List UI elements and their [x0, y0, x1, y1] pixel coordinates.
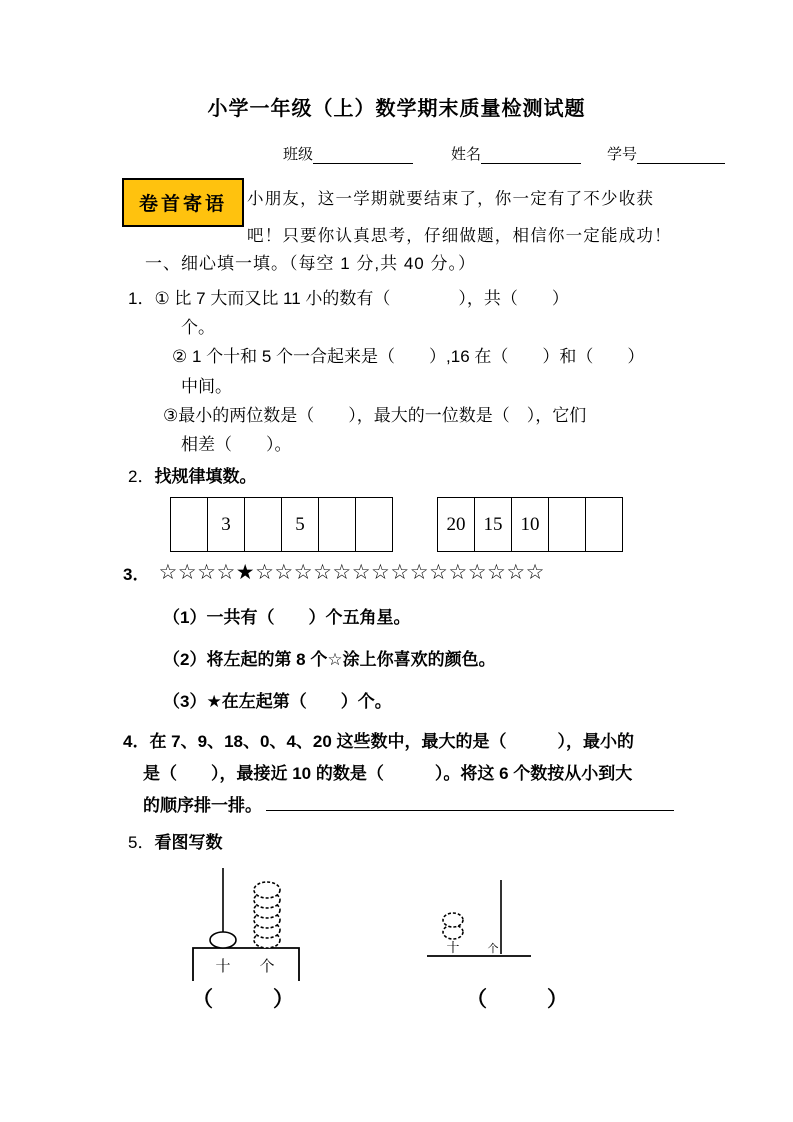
grid-cell: 20 — [438, 498, 475, 551]
q4-line2: 是（ ），最接近 10 的数是（ ）。将这 6 个数按从小到大 — [143, 764, 633, 783]
q4-line3 — [143, 791, 674, 816]
abacus-bead — [443, 913, 463, 927]
abacus-left-ones-beads — [254, 882, 280, 948]
abacus-right-ones-label: 个 — [487, 943, 499, 955]
star-row-stars: ☆☆☆☆★☆☆☆☆☆☆☆☆☆☆☆☆☆☆☆ — [158, 561, 545, 584]
grid-cell — [586, 498, 622, 551]
name-field-label: 姓名 — [451, 146, 482, 163]
q5-title: 看图写数 — [154, 833, 223, 852]
page-title: 小学一年级（上）数学期末质量检测试题 — [207, 98, 586, 120]
q1-line1: 1．① 比 7 大而又比 11 小的数有（ ），共（ ） — [128, 289, 569, 308]
q4-answer-blank — [266, 792, 674, 811]
preface-line-2: 吧！只要你认真思考，仔细做题，相信你一定能成功！ — [247, 227, 672, 245]
q1-line6: 相差（ ）。 — [181, 435, 292, 454]
q1-line4: 中间。 — [181, 377, 232, 396]
q2-label — [128, 462, 256, 487]
q3-item2: （2）将左起的第 8 个☆涂上你喜欢的颜色。 — [163, 650, 496, 669]
name-field-blank — [481, 146, 581, 164]
q3-number: 3． — [123, 565, 150, 584]
abacus-right-tens-label: 十 — [446, 940, 460, 955]
section1-heading: 一、细心填一填。（每空 1 分,共 40 分。） — [145, 254, 476, 273]
q2-grid-2 — [437, 497, 623, 552]
q4-line1: 4．在 7、9、18、0、4、20 这些数中，最大的是（ ），最小的 — [123, 732, 635, 751]
class-field-label: 班级 — [283, 146, 314, 163]
q1-line3: ② 1 个十和 5 个一合起来是（ ）,16 在（ ）和（ ） — [172, 347, 645, 366]
q2-title: 找规律填数。 — [154, 467, 257, 486]
q3-star-row — [123, 560, 545, 585]
q4-line3-text: 的顺序排一排。 — [143, 796, 262, 815]
name-field — [451, 143, 581, 164]
preface-line-1: 小朋友，这一学期就要结束了，你一定有了不少收获 — [247, 190, 655, 208]
abacus-right-diagram — [423, 876, 535, 978]
abacus-right-answer: （ ） — [466, 988, 574, 1011]
class-field-blank — [313, 146, 413, 164]
q5-label — [128, 828, 222, 853]
abacus-left-ones-label: 个 — [259, 958, 275, 975]
q3-item3: （3）★在左起第（ ）个。 — [163, 692, 392, 711]
grid-cell — [549, 498, 586, 551]
grid-cell — [356, 498, 392, 551]
abacus-bead — [443, 925, 463, 939]
grid-cell: 3 — [208, 498, 245, 551]
abacus-left-base — [193, 948, 299, 981]
abacus-left-tens-beads — [210, 932, 236, 948]
grid-cell — [171, 498, 208, 551]
q1-line2: 个。 — [181, 318, 215, 337]
grid-cell — [319, 498, 356, 551]
q3-item1: （1）一共有（ ）个五角星。 — [163, 608, 411, 627]
grid-cell — [245, 498, 282, 551]
q5-number: 5． — [128, 833, 155, 852]
student-id-field-label: 学号 — [607, 146, 638, 163]
grid-cell: 5 — [282, 498, 319, 551]
abacus-bead — [254, 882, 280, 898]
grid-cell: 10 — [512, 498, 549, 551]
q1-line5: ③最小的两位数是（ ），最大的一位数是（ ），它们 — [163, 406, 587, 425]
q2-grid-1 — [170, 497, 393, 552]
student-id-field-blank — [637, 146, 725, 164]
abacus-left-tens-label: 十 — [215, 958, 231, 975]
class-field — [283, 143, 413, 164]
q2-number: 2． — [128, 467, 155, 486]
student-id-field — [607, 143, 725, 164]
abacus-right-tens-beads — [443, 913, 463, 939]
preface-badge: 卷首寄语 — [122, 178, 244, 227]
grid-cell: 15 — [475, 498, 512, 551]
abacus-left-answer: （ ） — [192, 988, 300, 1011]
preface-text — [247, 181, 672, 255]
abacus-left-diagram — [183, 866, 305, 986]
abacus-bead — [210, 932, 236, 948]
header-fields — [283, 143, 725, 164]
